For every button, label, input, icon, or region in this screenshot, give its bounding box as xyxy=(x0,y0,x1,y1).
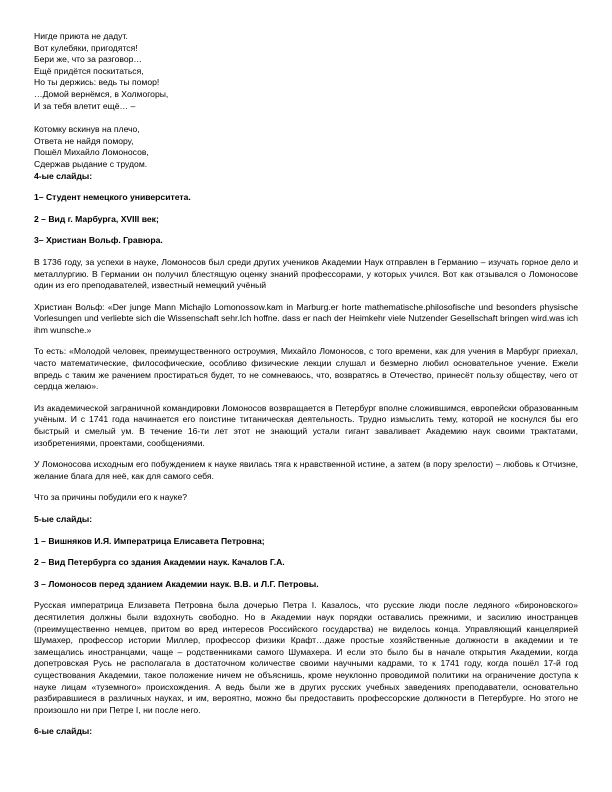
poem-stanza-1 xyxy=(34,31,578,112)
section-5-paragraph-1: Русская императрица Елизавета Петровна была дочерью Петра I. Казалось, что русские люди после ледяного «бироновского» десятилетия должны были вздохнуть свободно. Но в Академии наук порядки оставались прежними, и засилию иностранцев (преимущественно немцев, притом во вред интересов Российского государства) не виделось конца. Управляющий канцелярией Шумахер, профессор истории Миллер, профессор физики Крафт…даже простые хозяйственные должности в академии и те замещались иностранцами, чаще – родственниками самого Шумахера. И если это было бы в начале открытия Академии, когда допетровская Русь не располагала в достаточном количестве своими научными кадрами, то к 1741 году, когда пошёл 17-й год существования Академии, такое положение ничем не объяснишь, кроме неуклонно проводимой политики на ограничение доступа к науке лицам «туземного» происхождения. А ведь были же в других русских учебных заведениях преподаватели, основательно разбиравшиеся в различных науках, и им, вероятно, можно бы предоставить профессорские должности в Петербурге. Но этого не произошло ни при Петре I, ни после него. xyxy=(34,600,578,715)
section-4-paragraph-motivation: У Ломоносова исходным его побуждением к науке явилась тяга к нравственной истине, а затем (в пору зрелости) – любовь к Отчизне, желание блага для неё, как для самого себя. xyxy=(34,459,578,481)
section-5-slide-3: 3 – Ломоносов перед зданием Академии наук. В.В. и Л.Г. Петровы. xyxy=(34,578,319,589)
section-4-slide-3: 3– Христиан Вольф. Гравюра. xyxy=(34,235,163,246)
poem-line: …Домой вернёмся, в Холмогоры, xyxy=(34,88,169,99)
section-4-paragraph-1: В 1736 году, за успехи в науке, Ломоносов был среди других учеников Академии Наук отправлен в Германию – изучать горное дело и металлургию. В Германии он получил блестящую оценку знаний профессорами, у которых учился. Вот как отзывался о Ломоносове один из его преподавателей, известный немецкий учёный xyxy=(34,256,578,291)
section-4-question: Что за причины побудили его к науке? xyxy=(34,492,188,503)
poem-line: Ещё придётся поскитаться, xyxy=(34,65,144,76)
poem-line: Бери же, что за разговор… xyxy=(34,54,143,65)
poem-stanza-2 xyxy=(34,124,578,170)
section-4-paragraph-translation: То есть: «Молодой человек, преимущественного остроумия, Михайло Ломоносов, с того времени, как для учения в Марбург приехал, часто математические, философические, особливо физические лекции слушал и безмерно любил основательное учение. Ежели впредь с таким же рачением простираться будет, то не сомневаюсь, что, возвратясь в Отечество, принесёт пользу обществу, чего от сердца желаю». xyxy=(34,346,578,392)
section-4-paragraph-wolff-quote: Христиан Вольф: «Der junge Mann Michajlo Lomonossow.kam in Marburg.er horte mathematische.philosofische und besonders physische Vorlesungen und verliebte sich die Wissenschaft sehr.Ich hoffne. dass er nach der Heimkehr viele Nutzender Gesellschaft bringen wird.was ich ihm wunsche.» xyxy=(34,301,578,335)
poem-line: Пошёл Михайло Ломоносов, xyxy=(34,147,149,158)
section-5-slide-1: 1 – Вишняков И.Я. Императрица Елисавета Петровна; xyxy=(34,535,265,546)
section-5-title: 5-ые слайды: xyxy=(34,514,93,524)
section-6-title: 6-ые слайды: xyxy=(34,726,93,737)
poem-line: И за тебя влетит ещё… – xyxy=(34,100,136,111)
poem-line: Сдержав рыдание с трудом. xyxy=(34,158,148,169)
section-4-slide-2: 2 – Вид г. Марбурга, XVIII век; xyxy=(34,213,159,224)
section-4-paragraph-return: Из академической заграничной командировки Ломоносов возвращается в Петербург вполне сложившимся, европейски образованным учёным. И с 1741 года начинается его поистине титаническая деятельность. Трудно измыслить тему, которой не коснулся бы его быстрый и смелый ум. В течение 16-ти лет этот не знающий устали гигант заваливает Академию наук своими трактатами, изобретениями, проектами, сообщениями. xyxy=(34,402,578,448)
section-4-slide-1: 1– Студент немецкого университета. xyxy=(34,192,191,203)
section-4-title: 4-ые слайды: xyxy=(34,170,93,181)
section-5-slide-2: 2 – Вид Петербурга со здания Академии наук. Качалов Г.А. xyxy=(34,557,285,568)
poem-line: Но ты держись: ведь ты помор! xyxy=(34,77,160,88)
poem-line: Ответа не найдя помору, xyxy=(34,135,134,146)
poem-line: Котомку вскинув на плечо, xyxy=(34,124,140,135)
poem-line: Нигде приюта не дадут. xyxy=(34,31,128,41)
poem-line: Вот кулебяки, пригодятся! xyxy=(34,42,138,53)
